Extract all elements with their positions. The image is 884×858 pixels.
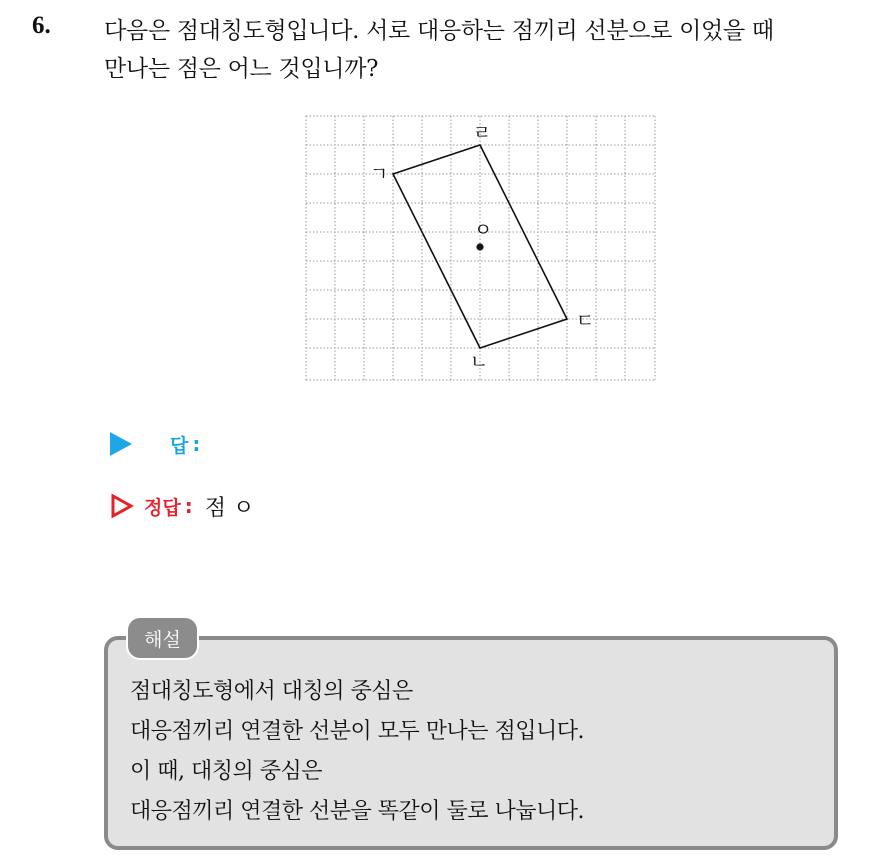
correct-answer-colon: : [184,494,193,518]
correct-answer-label: 정답 [144,496,181,519]
outline-triangle-icon [110,493,134,519]
vertex-label-top: ㄹ [472,122,492,144]
explanation-tag: 해설 [128,618,197,658]
vertex-label-right: ㄷ [575,310,595,332]
correct-answer-value: 점 ㅇ [204,495,255,521]
center-point [476,243,483,250]
question-number: 6. [32,12,51,39]
explanation-line-4: 대응점끼리 연결한 선분을 똑같이 둘로 나눕니다. [130,799,585,824]
answer-row [110,429,200,459]
explanation-line-2: 대응점끼리 연결한 선분이 모두 만나는 점입니다. [130,719,585,744]
answer-label: 답 [170,434,189,457]
explanation-line-3: 이 때, 대칭의 중심은 [130,759,322,784]
correct-answer-row [110,491,254,521]
question-line-2: 만나는 점은 어느 것입니까? [104,56,379,82]
vertex-label-bottom: ㄴ [469,351,489,373]
vertex-label-left: ㄱ [369,163,389,185]
question-text [104,12,874,88]
point-symmetric-figure [305,115,658,382]
explanation-line-1: 점대칭도형에서 대칭의 중심은 [130,679,413,704]
answer-colon: : [192,432,201,456]
vertex-label-center: ㅇ [473,219,493,241]
play-triangle-icon [110,432,132,456]
question-line-1: 다음은 점대칭도형입니다. 서로 대응하는 점끼리 선분으로 이었을 때 [104,18,774,44]
explanation-text [130,672,830,832]
